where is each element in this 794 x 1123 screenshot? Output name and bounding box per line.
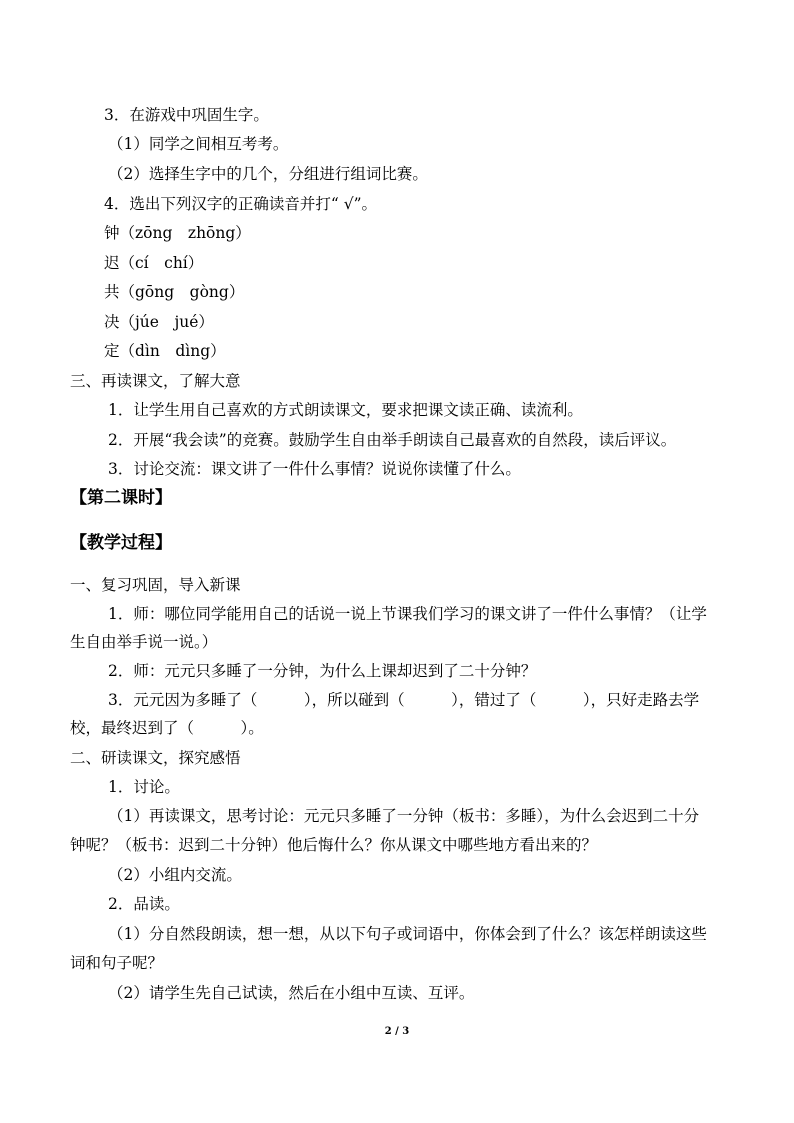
part-2-subitem-1-cont: 钟呢？（板书：迟到二十分钟）他后悔什么？你从课文中哪些地方看出来的？ bbox=[70, 836, 598, 854]
part-2-title: 二、研读课文，探究感悟 bbox=[70, 749, 241, 767]
pinyin-chi-line: 迟（cí chí） bbox=[104, 254, 204, 272]
pinyin-gong-line: 共（gōng gòng） bbox=[104, 283, 245, 301]
substep-2-line: （2）选择生字中的几个，分组进行组词比赛。 bbox=[108, 165, 428, 183]
teaching-process-heading: 【教学过程】 bbox=[70, 533, 172, 553]
lesson-2-heading: 【第二课时】 bbox=[70, 488, 172, 508]
step-4-line: 4．选出下列汉字的正确读音并打“ √”。 bbox=[104, 195, 378, 213]
section-3-item-2: 2．开展“我会读”的竞赛。鼓励学生自由举手朗读自己最喜欢的自然段，读后评议。 bbox=[108, 431, 677, 449]
substep-1-line: （1）同学之间相互考考。 bbox=[108, 135, 289, 153]
part-2-item-2: 2．品读。 bbox=[108, 895, 180, 913]
step-3-line: 3．在游戏中巩固生字。 bbox=[104, 106, 269, 124]
part-2-subitem-2: （2）小组内交流。 bbox=[108, 866, 242, 884]
section-3-item-1: 1．让学生用自己喜欢的方式朗读课文，要求把课文读正确、读流利。 bbox=[108, 401, 583, 419]
pinyin-zhong-line: 钟（zōng zhōng） bbox=[104, 224, 251, 242]
part-1-item-1: 1．师：哪位同学能用自己的话说一说上节课我们学习的课文讲了一件什么事情？（让学 bbox=[108, 605, 707, 623]
pinyin-jue-line: 决（júe jué） bbox=[104, 313, 214, 331]
part-1-item-2: 2．师：元元只多睡了一分钟，为什么上课却迟到了二十分钟？ bbox=[108, 662, 537, 680]
section-3-title: 三、再读课文，了解大意 bbox=[70, 372, 241, 390]
part-1-item-1-cont: 生自由举手说一说。） bbox=[70, 633, 218, 651]
section-3-item-3: 3．讨论交流：课文讲了一件什么事情？说说你读懂了什么。 bbox=[108, 460, 521, 478]
part-1-title: 一、复习巩固，导入新课 bbox=[70, 576, 241, 594]
part-2-subitem-4: （2）请学生先自己试读，然后在小组中互读、互评。 bbox=[108, 984, 475, 1002]
part-2-subitem-3-cont: 词和句子呢？ bbox=[70, 954, 164, 972]
pinyin-ding-line: 定（dìn dìng） bbox=[104, 342, 226, 360]
part-2-item-1: 1．讨论。 bbox=[108, 778, 180, 796]
part-2-subitem-1: （1）再读课文，思考讨论：元元只多睡了一分钟（板书：多睡），为什么会迟到二十分 bbox=[108, 807, 700, 825]
part-1-item-3-cont: 校，最终迟到了（ ）。 bbox=[70, 719, 264, 737]
part-2-subitem-3: （1）分自然段朗读，想一想，从以下句子或词语中，你体会到了什么？该怎样朗读这些 bbox=[108, 925, 707, 943]
part-1-item-3: 3．元元因为多睡了（ ），所以碰到（ ），错过了（ ），只好走路去学 bbox=[108, 691, 700, 709]
page-number: 2 / 3 bbox=[384, 1026, 410, 1037]
